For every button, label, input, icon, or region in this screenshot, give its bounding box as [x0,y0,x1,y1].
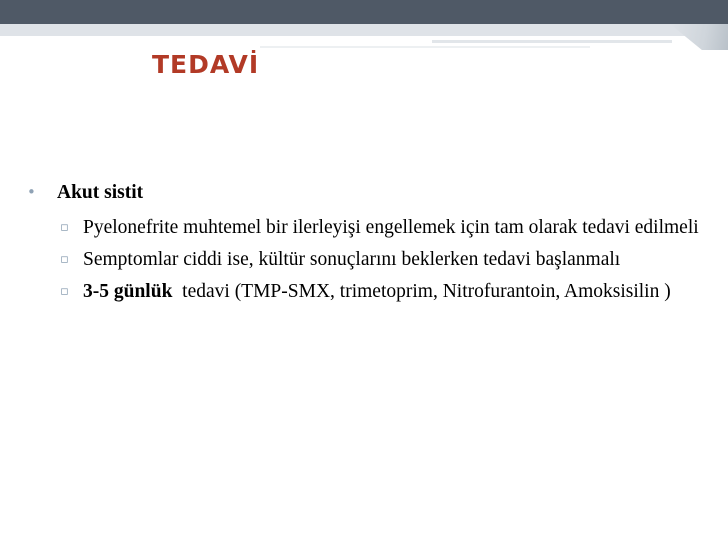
list-item-text: Pyelonefrite muhtemel bir ilerleyişi engellemek için tam olarak tedavi edilmeli [83,217,699,238]
decorative-line [260,46,590,48]
page-curl-decoration [670,24,728,50]
list-item-emphasis: 3-5 günlük [83,281,173,302]
list-item-text: Semptomlar ciddi ise, kültür sonuçlarını beklerken tedavi başlanmalı [83,249,621,270]
list-item-text: tedavi (TMP-SMX, trimetoprim, Nitrofurantoin, Amoksisilin ) [172,281,671,302]
square-bullet-icon: ▫ [60,284,69,299]
header-band-light [0,24,728,36]
list-item [27,245,707,275]
bullet-dot-icon: • [27,183,36,201]
sub-bullet-list [27,213,707,307]
slide-content [27,178,707,309]
list-item [27,277,707,307]
heading-text: Akut sistit [57,182,144,203]
bullet-heading [27,178,707,207]
list-item [27,213,707,243]
square-bullet-icon: ▫ [60,220,69,235]
decorative-line [432,40,672,43]
slide-title: TEDAVİ [152,50,260,79]
header-band [0,0,728,24]
square-bullet-icon: ▫ [60,252,69,267]
